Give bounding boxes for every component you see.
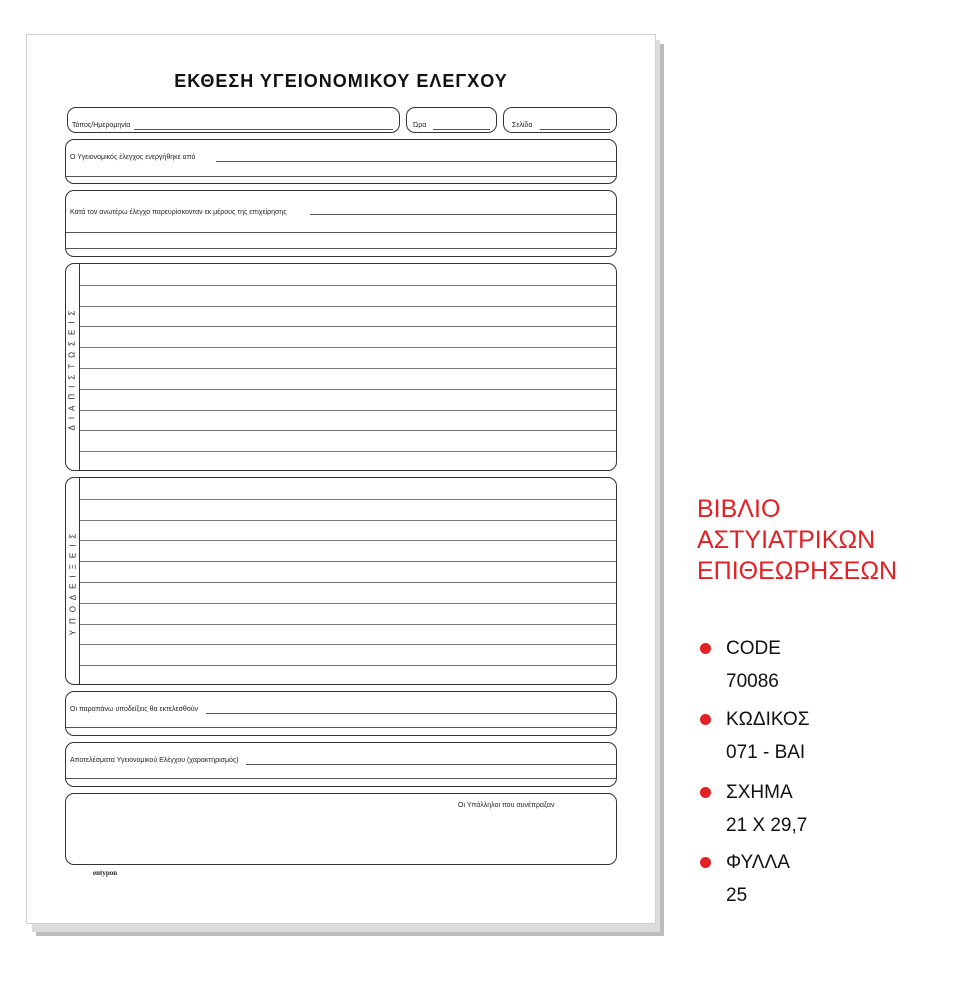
page-line bbox=[540, 129, 610, 130]
time-label: Ώρα bbox=[413, 122, 429, 129]
instructions-ruled-line bbox=[80, 644, 616, 645]
findings-vertical-title: ΔΙΑΠΙΣΤΩΣΕΙΣ bbox=[66, 264, 80, 470]
present-box bbox=[65, 190, 617, 257]
results-line-2 bbox=[66, 778, 616, 779]
product-title-line: ΕΠΙΘΕΩΡΗΣΕΩΝ bbox=[697, 557, 898, 585]
instructions-ruled-line bbox=[80, 624, 616, 625]
findings-ruled-line bbox=[80, 306, 616, 307]
bullet-icon bbox=[700, 787, 711, 798]
bullet-icon bbox=[700, 714, 711, 725]
bullet-icon bbox=[700, 643, 711, 654]
instructions-ruled-line bbox=[80, 499, 616, 500]
officers-label: Οι Υπάλληλοι που συνέπραξαν bbox=[458, 802, 557, 809]
performed-by-line-2 bbox=[66, 176, 616, 177]
time-box bbox=[406, 107, 497, 133]
present-line-3 bbox=[66, 248, 616, 249]
results-line-1 bbox=[246, 764, 616, 765]
instructions-vertical-title: ΥΠΟΔΕΙΞΕΙΣ bbox=[66, 478, 80, 684]
instructions-ruled-line bbox=[80, 603, 616, 604]
page-label: Σελίδα bbox=[512, 122, 535, 129]
spec-key: ΣΧΗΜΑ bbox=[726, 782, 793, 803]
form-title: ΕΚΘΕΣΗ ΥΓΕΙΟΝΟΜΙΚΟΥ ΕΛΕΓΧΟΥ bbox=[174, 71, 508, 91]
time-line bbox=[433, 129, 490, 130]
spec-value: 071 - ΒΑΙ bbox=[726, 742, 806, 763]
form-sheet bbox=[26, 34, 656, 924]
instructions-ruled-line bbox=[80, 665, 616, 666]
findings-box bbox=[65, 263, 617, 471]
findings-ruled-line bbox=[80, 368, 616, 369]
instructions-box bbox=[65, 477, 617, 685]
findings-ruled-line bbox=[80, 285, 616, 286]
product-title bbox=[697, 494, 897, 587]
product-title-line: ΒΙΒΛΙΟ bbox=[697, 495, 781, 523]
findings-ruled-line bbox=[80, 389, 616, 390]
instructions-ruled-line bbox=[80, 540, 616, 541]
present-line-1 bbox=[310, 214, 616, 215]
findings-ruled-line bbox=[80, 326, 616, 327]
spec-key: CODE bbox=[726, 638, 781, 659]
place-date-label: Τόπος/Ημερομηνία bbox=[72, 122, 133, 129]
place-date-box bbox=[67, 107, 400, 133]
to-execute-line-1 bbox=[206, 713, 616, 714]
officers-box bbox=[65, 793, 617, 865]
findings-ruled-line bbox=[80, 410, 616, 411]
performed-by-label: Ο Υγειονομικός έλεγχος ενεργήθηκε από bbox=[70, 154, 198, 161]
spec-value: 21 X 29,7 bbox=[726, 815, 808, 836]
present-line-2 bbox=[66, 232, 616, 233]
spec-key: ΦΥΛΛΑ bbox=[726, 852, 790, 873]
spec-value: 70086 bbox=[726, 671, 779, 692]
publisher-logo: entypon bbox=[93, 869, 118, 877]
instructions-ruled-line bbox=[80, 582, 616, 583]
product-title-line: ΑΣΤΥΙΑΤΡΙΚΩΝ bbox=[697, 526, 876, 554]
page-box bbox=[503, 107, 617, 133]
findings-ruled-line bbox=[80, 347, 616, 348]
to-execute-box bbox=[65, 691, 617, 736]
spec-key: ΚΩΔΙΚΟΣ bbox=[726, 709, 810, 730]
instructions-ruled-line bbox=[80, 561, 616, 562]
findings-ruled-line bbox=[80, 451, 616, 452]
instructions-ruled-line bbox=[80, 520, 616, 521]
spec-value: 25 bbox=[726, 885, 748, 906]
results-box bbox=[65, 742, 617, 787]
bullet-icon bbox=[700, 857, 711, 868]
place-date-line bbox=[134, 129, 393, 130]
to-execute-label: Οι παραπάνω υποδείξεις θα εκτελεσθούν bbox=[70, 706, 201, 713]
findings-ruled-line bbox=[80, 430, 616, 431]
performed-by-line-1 bbox=[216, 161, 616, 162]
present-label: Κατά τον ανωτέρω έλεγχο παρευρίσκονταν εκ μέρους της επιχείρησης bbox=[70, 209, 290, 216]
results-label: Αποτελέσματα Υγειονομικού Ελέγχου (χαρακτηρισμός) bbox=[70, 757, 242, 764]
to-execute-line-2 bbox=[66, 727, 616, 728]
performed-by-box bbox=[65, 139, 617, 184]
